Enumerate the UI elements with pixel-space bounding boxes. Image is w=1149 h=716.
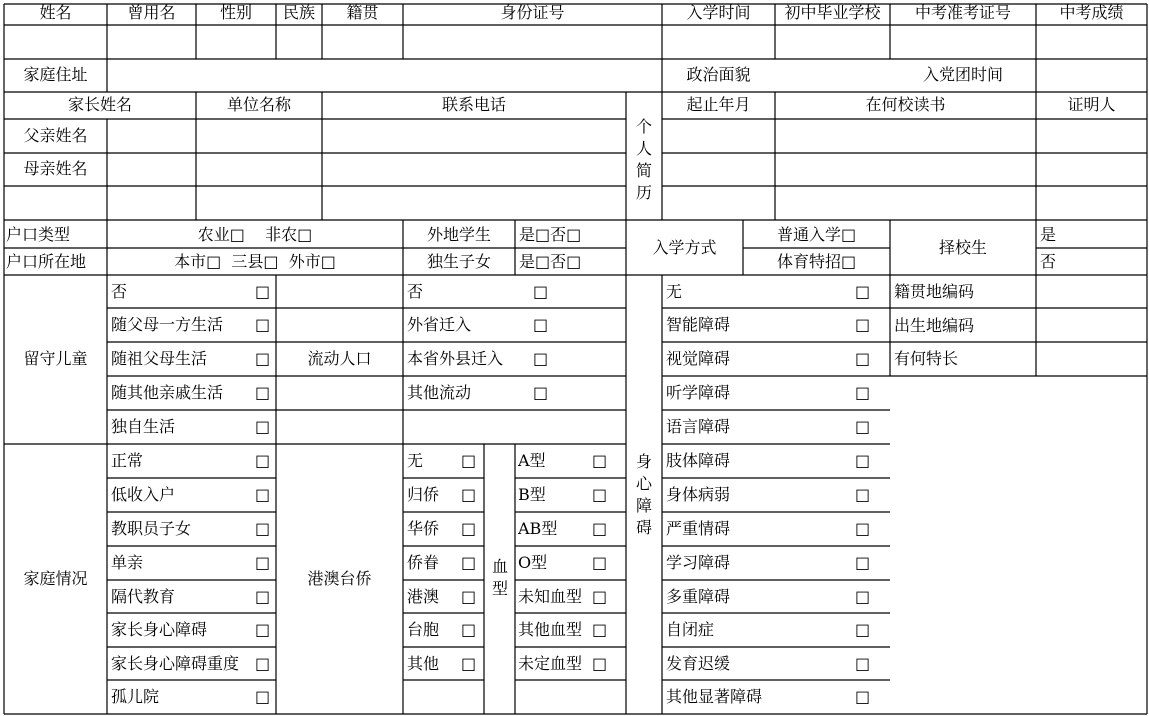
disability-option-label: 学习障碍	[666, 553, 731, 572]
floating-option-checkbox[interactable]: □	[533, 349, 549, 368]
hmt-option-checkbox[interactable]: □	[461, 485, 477, 504]
label-home-address: 家庭住址	[23, 65, 88, 84]
disability-option-checkbox[interactable]: □	[855, 451, 871, 470]
floating-option-label: 外省迁入	[407, 315, 472, 334]
disability-option-label: 语言障碍	[666, 417, 731, 436]
label-household-location: 户口所在地	[6, 252, 87, 271]
nonlocal-student-options[interactable]: 是□否□	[519, 225, 582, 244]
school-choice-no[interactable]: 否	[1040, 252, 1057, 271]
blood-type-option-label: A型	[518, 451, 546, 470]
label-phone: 联系电话	[441, 95, 506, 114]
hmt-option-checkbox[interactable]: □	[461, 620, 477, 639]
left-behind-option-label: 随父母一方生活	[111, 315, 224, 334]
floating-option-checkbox[interactable]: □	[533, 383, 549, 402]
disability-option-checkbox[interactable]: □	[855, 654, 871, 673]
family-option-checkbox[interactable]: □	[255, 519, 271, 538]
label-native-place: 籍贯	[346, 3, 379, 22]
left-behind-option-checkbox[interactable]: □	[255, 282, 271, 301]
disability-option-checkbox[interactable]: □	[855, 587, 871, 606]
label-exam-ticket: 中考准考证号	[914, 3, 1011, 22]
label-only-child: 独生子女	[426, 252, 491, 271]
disability-option-checkbox[interactable]: □	[855, 553, 871, 572]
label-party-join-time: 入党团时间	[922, 65, 1003, 84]
label-left-behind: 留守儿童	[23, 349, 88, 368]
label-native-code: 籍贯地编码	[894, 282, 975, 301]
option-sports-enroll[interactable]: 体育特招□	[776, 252, 857, 271]
hmt-option-checkbox[interactable]: □	[461, 654, 477, 673]
disability-option-label: 无	[666, 282, 683, 301]
disability-option-checkbox[interactable]: □	[855, 282, 871, 301]
floating-option-checkbox[interactable]: □	[533, 282, 549, 301]
family-option-label: 教职员子女	[111, 519, 192, 538]
disability-option-checkbox[interactable]: □	[855, 349, 871, 368]
family-option-label: 家长身心障碍	[111, 620, 208, 639]
label-political-status: 政治面貌	[686, 65, 751, 84]
left-behind-option-label: 随祖父母生活	[111, 349, 208, 368]
label-parent-name: 家长姓名	[67, 95, 132, 114]
floating-option-label: 否	[407, 282, 424, 301]
left-behind-option-checkbox[interactable]: □	[255, 315, 271, 334]
label-work-unit: 单位名称	[226, 95, 291, 114]
family-option-label: 家长身心障碍重度	[111, 654, 240, 673]
disability-option-checkbox[interactable]: □	[855, 383, 871, 402]
household-location-options[interactable]: 本市□ 三县□ 外市□	[174, 252, 336, 271]
household-type-options[interactable]: 农业□ 非农□	[197, 225, 313, 244]
hmt-option-label: 侨眷	[407, 553, 440, 572]
label-hmt: 港澳台侨	[307, 569, 372, 588]
left-behind-option-checkbox[interactable]: □	[255, 349, 271, 368]
label-family-situation: 家庭情况	[23, 569, 88, 588]
label-birth-code: 出生地编码	[894, 316, 975, 335]
disability-option-label: 身体病弱	[666, 485, 731, 504]
disability-option-label: 肢体障碍	[666, 451, 731, 470]
hmt-option-label: 港澳	[407, 587, 440, 606]
label-enroll-time: 入学时间	[686, 3, 751, 22]
disability-option-checkbox[interactable]: □	[855, 620, 871, 639]
label-father: 父亲姓名	[23, 126, 88, 145]
disability-option-checkbox[interactable]: □	[855, 485, 871, 504]
label-period: 起止年月	[686, 95, 751, 114]
blood-type-option-label: B型	[518, 485, 546, 504]
blood-type-option-label: AB型	[518, 519, 558, 538]
family-option-label: 低收入户	[111, 485, 176, 504]
blood-type-option-checkbox[interactable]: □	[592, 451, 608, 470]
family-option-label: 隔代教育	[111, 587, 176, 606]
disability-option-label: 多重障碍	[666, 587, 731, 606]
family-option-checkbox[interactable]: □	[255, 553, 271, 572]
family-option-checkbox[interactable]: □	[255, 587, 271, 606]
family-option-checkbox[interactable]: □	[255, 451, 271, 470]
family-option-checkbox[interactable]: □	[255, 620, 271, 639]
label-name: 姓名	[39, 3, 72, 22]
hmt-option-label: 归侨	[407, 485, 440, 504]
floating-option-checkbox[interactable]: □	[533, 315, 549, 334]
hmt-option-label: 华侨	[407, 519, 440, 538]
blood-type-option-checkbox[interactable]: □	[592, 519, 608, 538]
disability-option-label: 发育迟缓	[666, 654, 731, 673]
hmt-option-checkbox[interactable]: □	[461, 587, 477, 606]
label-id-number: 身份证号	[500, 3, 565, 22]
blood-type-option-label: 未知血型	[518, 587, 583, 606]
blood-type-option-checkbox[interactable]: □	[592, 587, 608, 606]
family-option-checkbox[interactable]: □	[255, 485, 271, 504]
label-personal-resume: 个人简历	[636, 117, 653, 202]
only-child-options[interactable]: 是□否□	[519, 252, 582, 271]
label-which-school: 在何校读书	[865, 95, 946, 114]
hmt-option-checkbox[interactable]: □	[461, 451, 477, 470]
label-household-type: 户口类型	[6, 225, 71, 244]
school-choice-yes[interactable]: 是	[1040, 225, 1057, 244]
blood-type-option-checkbox[interactable]: □	[592, 620, 608, 639]
floating-option-label: 本省外县迁入	[407, 349, 504, 368]
label-school-choice: 择校生	[938, 238, 987, 257]
blood-type-option-checkbox[interactable]: □	[592, 654, 608, 673]
blood-type-option-label: O型	[518, 553, 548, 572]
disability-option-checkbox[interactable]: □	[855, 519, 871, 538]
disability-option-checkbox[interactable]: □	[855, 315, 871, 334]
family-option-label: 单亲	[111, 553, 144, 572]
blood-type-option-label: 其他血型	[518, 620, 583, 639]
blood-type-option-label: 未定血型	[518, 654, 583, 673]
disability-option-checkbox[interactable]: □	[855, 417, 871, 436]
blood-type-option-checkbox[interactable]: □	[592, 553, 608, 572]
label-blood-type: 血型	[492, 557, 509, 598]
label-middle-school: 初中毕业学校	[784, 3, 881, 22]
label-talent: 有何特长	[894, 349, 959, 368]
left-behind-option-label: 随其他亲戚生活	[111, 383, 224, 402]
hmt-option-checkbox[interactable]: □	[461, 553, 477, 572]
left-behind-option-label: 否	[111, 282, 128, 301]
hmt-option-label: 台胞	[407, 620, 440, 639]
disability-option-label: 视觉障碍	[666, 349, 731, 368]
left-behind-option-checkbox[interactable]: □	[255, 417, 271, 436]
label-nonlocal-student: 外地学生	[426, 225, 491, 244]
disability-option-label: 听学障碍	[666, 383, 731, 402]
hmt-option-label: 其他	[407, 654, 440, 673]
family-option-checkbox[interactable]: □	[255, 687, 271, 706]
label-ethnicity: 民族	[282, 3, 315, 22]
label-former-name: 曾用名	[127, 3, 176, 22]
family-option-label: 正常	[111, 451, 144, 470]
left-behind-option-checkbox[interactable]: □	[255, 383, 271, 402]
label-enroll-method: 入学方式	[652, 238, 717, 257]
disability-option-label: 智能障碍	[666, 315, 731, 334]
blood-type-option-checkbox[interactable]: □	[592, 485, 608, 504]
disability-option-label: 严重情碍	[666, 519, 731, 538]
disability-option-label: 自闭症	[666, 620, 715, 639]
family-option-label: 孤儿院	[111, 687, 160, 706]
disability-option-checkbox[interactable]: □	[855, 687, 871, 706]
label-witness: 证明人	[1067, 95, 1116, 114]
disability-option-label: 其他显著障碍	[666, 687, 763, 706]
family-option-checkbox[interactable]: □	[255, 654, 271, 673]
hmt-option-label: 无	[407, 451, 424, 470]
label-gender: 性别	[219, 3, 252, 22]
label-mother: 母亲姓名	[23, 159, 88, 178]
floating-option-label: 其他流动	[407, 383, 472, 402]
option-normal-enroll[interactable]: 普通入学□	[776, 225, 857, 244]
label-exam-score: 中考成绩	[1059, 3, 1124, 22]
label-floating: 流动人口	[307, 349, 372, 368]
left-behind-option-label: 独自生活	[111, 417, 176, 436]
label-disability: 身心障碍	[636, 452, 653, 537]
hmt-option-checkbox[interactable]: □	[461, 519, 477, 538]
